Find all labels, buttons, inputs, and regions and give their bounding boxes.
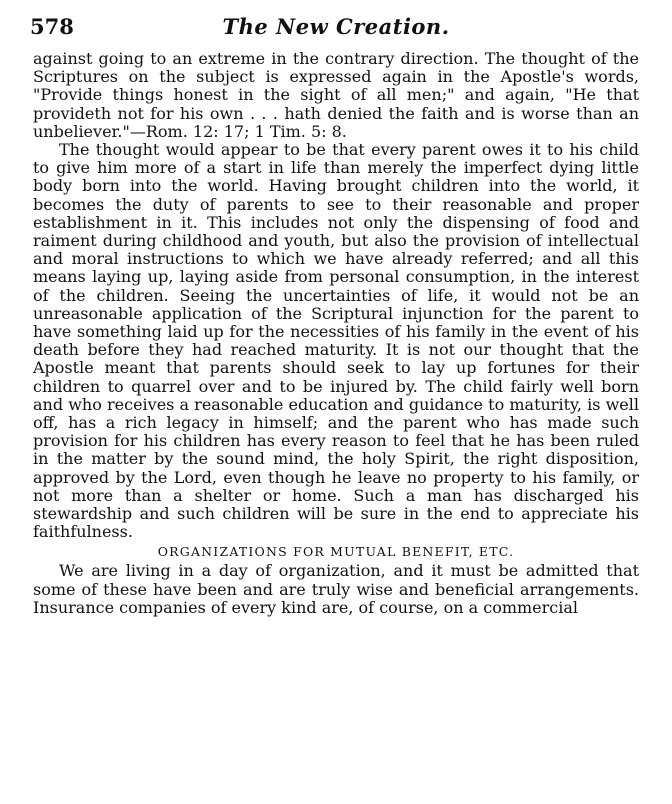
page-number: 578 — [30, 14, 74, 39]
paragraph-organizations: We are living in a day of organization, and it must be admitted that some of these have been and are truly wise and beneficial arrangements. Insurance companies of every kind are, of course, on a commercial — [33, 561, 639, 617]
page-header — [30, 14, 642, 42]
paragraph-continued: against going to an extreme in the contrary direction. The thought of the Scriptures on the subject is expressed again in the Apostle's words, "Provide things honest in the sight of all men;" and again, "He that provideth not for his own . . . hath denied the faith and is worse than an unbeliever."—Rom. 12: 17; 1 Tim. 5: 8. — [33, 49, 639, 141]
running-title: The New Creation. — [222, 14, 450, 39]
paragraph-parent-duty: The thought would appear to be that every parent owes it to his child to give him more of a start in life than merely the imperfect dying little body born into the world. Having brought children into the world, it becomes the duty of parents to see to their reasonable and proper establishment in it. This includes not only the dispensing of food and raiment during childhood and youth, but also the provision of intellectual and moral instructions to which we have already referred; and all this means laying up, laying aside from personal consumption, in the interest of the children. Seeing the uncertainties of life, it would not be an unreasonable application of the Scriptural injunction for the parent to have something laid up for the necessities of his family in the event of his death before they had reached maturity. It is not our thought that the Apostle meant that parents should seek to lay up fortunes for their children to quarrel over and to be injured by. The child fairly well born and who receives a reasonable education and guidance to maturity, is well off, has a rich legacy in himself; and the parent who has made such provision for his children has every reason to feel that he has been ruled in the matter by the sound mind, the holy Spirit, the right disposition, approved by the Lord, even though he leave no property to his family, or not more than a shelter or home. Such a man has discharged his stewardship and such children will be sure in the end to appreciate his faithfulness. — [33, 140, 639, 542]
section-heading: ORGANIZATIONS FOR MUTUAL BENEFIT, ETC. — [157, 544, 515, 560]
body-text — [33, 50, 639, 617]
